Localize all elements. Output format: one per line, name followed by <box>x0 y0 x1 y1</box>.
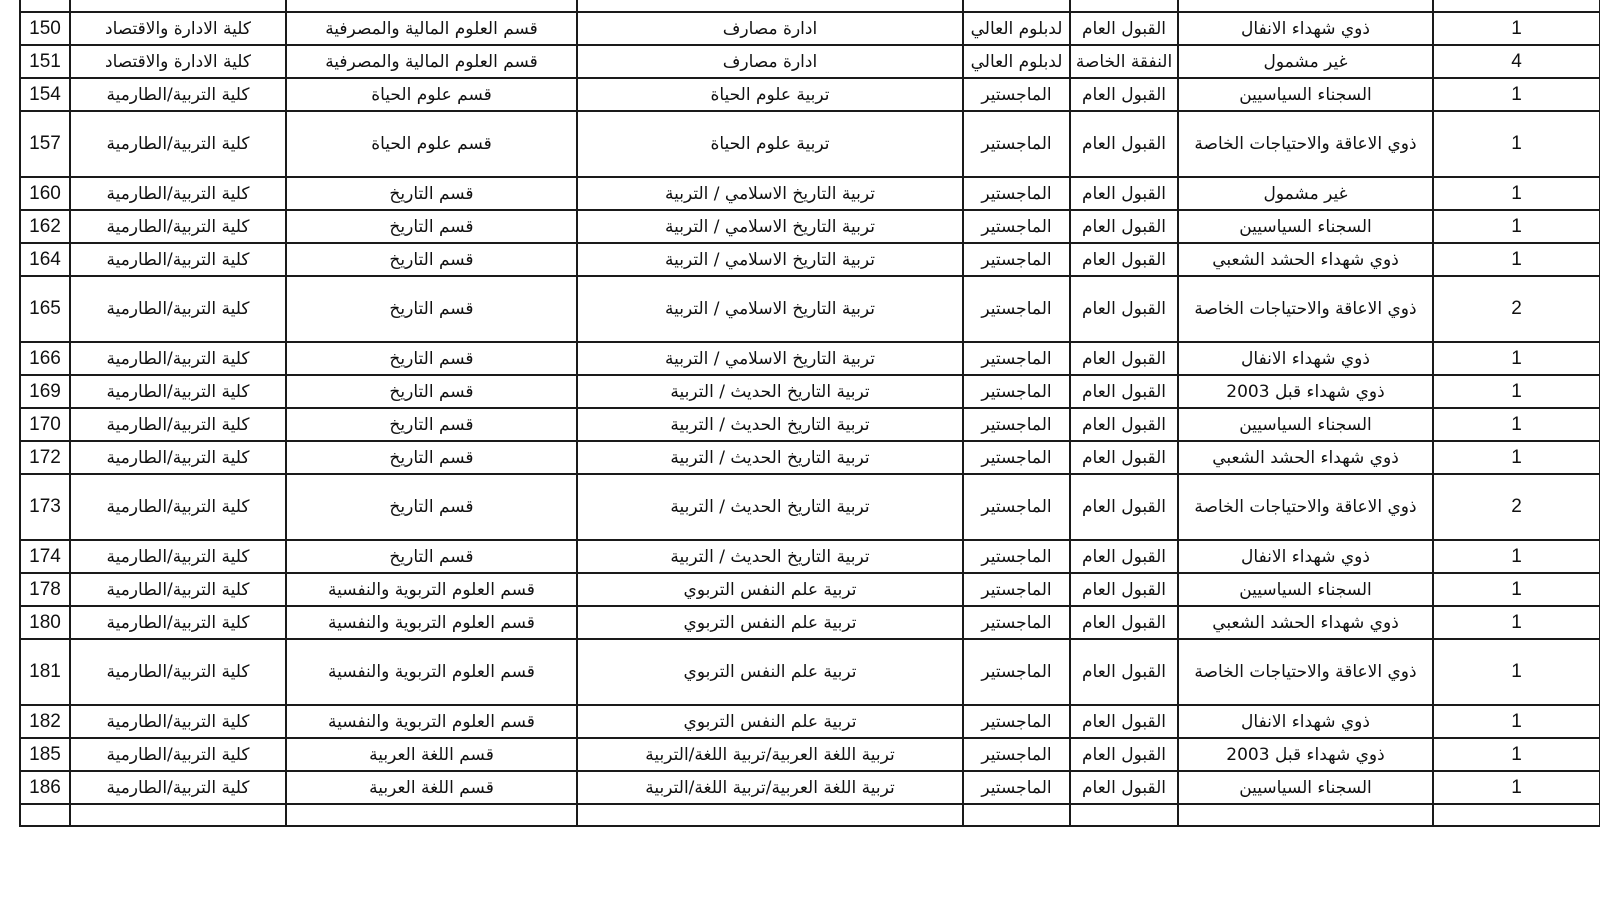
cell-category: ذوي شهداء الانفال <box>1178 705 1433 738</box>
cell-college: كلية التربية/الطارمية <box>70 705 286 738</box>
cell-seats: 4 <box>1433 45 1600 78</box>
cell-college: كلية التربية/الطارمية <box>70 111 286 177</box>
cell-admission-channel: القبول العام <box>1070 639 1178 705</box>
cell-college: كلية التربية/الطارمية <box>70 474 286 540</box>
cell-category: غير مشمول <box>1178 45 1433 78</box>
cell-category: ذوي شهداء الحشد الشعبي <box>1178 243 1433 276</box>
table-row <box>20 771 1600 804</box>
cell-specialization: تربية التاريخ الاسلامي / التربية <box>577 276 963 342</box>
cell-department: قسم التاريخ <box>286 474 577 540</box>
cell-college: كلية التربية/الطارمية <box>70 177 286 210</box>
table-row <box>20 375 1600 408</box>
cell-department: قسم اللغة العربية <box>286 771 577 804</box>
cell-department: قسم التاريخ <box>286 210 577 243</box>
cell-degree: الماجستير <box>963 210 1070 243</box>
cell-category: ذوي شهداء الحشد الشعبي <box>1178 606 1433 639</box>
cell-department: قسم العلوم المالية والمصرفية <box>286 45 577 78</box>
cell-degree: الماجستير <box>963 639 1070 705</box>
cell-department: قسم اللغة العربية <box>286 738 577 771</box>
cell-specialization: تربية علم النفس التربوي <box>577 639 963 705</box>
cell-sequence-number: 170 <box>20 408 70 441</box>
cell-degree: الماجستير <box>963 705 1070 738</box>
cell-sequence-number: 165 <box>20 276 70 342</box>
cell-admission-channel: القبول العام <box>1070 738 1178 771</box>
cell-degree: الماجستير <box>963 738 1070 771</box>
cell-category: ذوي شهداء قبل 2003 <box>1178 738 1433 771</box>
cell-college: كلية التربية/الطارمية <box>70 276 286 342</box>
cell-seats: 1 <box>1433 177 1600 210</box>
cell-specialization: تربية التاريخ الاسلامي / التربية <box>577 210 963 243</box>
cell-specialization: تربية التاريخ الاسلامي / التربية <box>577 342 963 375</box>
table-row <box>20 606 1600 639</box>
cell-sequence-number: 164 <box>20 243 70 276</box>
cell-degree: الماجستير <box>963 111 1070 177</box>
cell-admission-channel: القبول العام <box>1070 243 1178 276</box>
table-row <box>20 573 1600 606</box>
cell-college: كلية التربية/الطارمية <box>70 408 286 441</box>
cell-sequence-number: 182 <box>20 705 70 738</box>
cell-specialization: تربية اللغة العربية/تربية اللغة/التربية <box>577 738 963 771</box>
cell-degree: الماجستير <box>963 441 1070 474</box>
cell-category: ذوي الاعاقة والاحتياجات الخاصة <box>1178 639 1433 705</box>
cell-department: قسم علوم الحياة <box>286 78 577 111</box>
cell-seats: 1 <box>1433 606 1600 639</box>
cell-department: قسم التاريخ <box>286 177 577 210</box>
cell-seats: 2 <box>1433 276 1600 342</box>
cell-degree: الماجستير <box>963 78 1070 111</box>
cell-seats: 1 <box>1433 78 1600 111</box>
cell-seats: 1 <box>1433 639 1600 705</box>
cell-category: السجناء السياسيين <box>1178 78 1433 111</box>
cell-college: كلية التربية/الطارمية <box>70 540 286 573</box>
cell-category: السجناء السياسيين <box>1178 573 1433 606</box>
cell-degree: الماجستير <box>963 342 1070 375</box>
cell-college: كلية التربية/الطارمية <box>70 738 286 771</box>
table-row-partial-top <box>20 0 1600 12</box>
cell-specialization: تربية التاريخ الاسلامي / التربية <box>577 177 963 210</box>
cell-admission-channel: القبول العام <box>1070 177 1178 210</box>
table-row <box>20 78 1600 111</box>
cell-specialization: تربية التاريخ الحديث / التربية <box>577 540 963 573</box>
cell-degree: لدبلوم العالي <box>963 45 1070 78</box>
cell-seats: 1 <box>1433 738 1600 771</box>
cell-category: ذوي الاعاقة والاحتياجات الخاصة <box>1178 111 1433 177</box>
cell-specialization: ادارة مصارف <box>577 45 963 78</box>
cell-seats: 1 <box>1433 243 1600 276</box>
cell-admission-channel: القبول العام <box>1070 771 1178 804</box>
cell-specialization: تربية التاريخ الحديث / التربية <box>577 441 963 474</box>
cell-admission-channel: النفقة الخاصة <box>1070 45 1178 78</box>
cell-college: كلية التربية/الطارمية <box>70 375 286 408</box>
table-row <box>20 639 1600 705</box>
cell-sequence-number: 166 <box>20 342 70 375</box>
cell-degree: الماجستير <box>963 474 1070 540</box>
cell-sequence-number: 174 <box>20 540 70 573</box>
cell-department: قسم التاريخ <box>286 540 577 573</box>
table-row <box>20 210 1600 243</box>
cell-degree: الماجستير <box>963 573 1070 606</box>
table-row <box>20 342 1600 375</box>
cell-admission-channel: القبول العام <box>1070 276 1178 342</box>
cell-college: كلية التربية/الطارمية <box>70 441 286 474</box>
table-row <box>20 441 1600 474</box>
cell-college: كلية الادارة والاقتصاد <box>70 45 286 78</box>
cell-college: كلية التربية/الطارمية <box>70 342 286 375</box>
cell-college: كلية التربية/الطارمية <box>70 78 286 111</box>
cell-category: ذوي الاعاقة والاحتياجات الخاصة <box>1178 474 1433 540</box>
table-body <box>20 0 1600 826</box>
cell-college: كلية التربية/الطارمية <box>70 771 286 804</box>
cell-admission-channel: القبول العام <box>1070 375 1178 408</box>
cell-degree: الماجستير <box>963 540 1070 573</box>
cell-sequence-number: 154 <box>20 78 70 111</box>
cell-degree: الماجستير <box>963 408 1070 441</box>
cell-seats: 1 <box>1433 408 1600 441</box>
cell-department: قسم علوم الحياة <box>286 111 577 177</box>
cell-department: قسم التاريخ <box>286 408 577 441</box>
cell-seats: 1 <box>1433 573 1600 606</box>
cell-admission-channel: القبول العام <box>1070 573 1178 606</box>
cell-degree: الماجستير <box>963 771 1070 804</box>
cell-department: قسم التاريخ <box>286 342 577 375</box>
cell-admission-channel: القبول العام <box>1070 78 1178 111</box>
cell-degree: الماجستير <box>963 243 1070 276</box>
cell-admission-channel: القبول العام <box>1070 210 1178 243</box>
cell-category: السجناء السياسيين <box>1178 771 1433 804</box>
cell-sequence-number: 157 <box>20 111 70 177</box>
cell-admission-channel: القبول العام <box>1070 474 1178 540</box>
cell-sequence-number: 150 <box>20 12 70 45</box>
cell-department: قسم العلوم التربوية والنفسية <box>286 573 577 606</box>
cell-specialization: تربية علم النفس التربوي <box>577 705 963 738</box>
cell-sequence-number: 178 <box>20 573 70 606</box>
cell-specialization: تربية التاريخ الحديث / التربية <box>577 474 963 540</box>
table-row <box>20 474 1600 540</box>
cell-seats: 1 <box>1433 12 1600 45</box>
cell-sequence-number: 186 <box>20 771 70 804</box>
cell-sequence-number: 180 <box>20 606 70 639</box>
cell-seats: 1 <box>1433 705 1600 738</box>
cell-seats: 1 <box>1433 375 1600 408</box>
cell-sequence-number: 162 <box>20 210 70 243</box>
cell-admission-channel: القبول العام <box>1070 342 1178 375</box>
cell-degree: الماجستير <box>963 276 1070 342</box>
table-row <box>20 111 1600 177</box>
cell-category: السجناء السياسيين <box>1178 408 1433 441</box>
cell-degree: الماجستير <box>963 606 1070 639</box>
cell-specialization: تربية التاريخ الحديث / التربية <box>577 375 963 408</box>
cell-admission-channel: القبول العام <box>1070 12 1178 45</box>
cell-category: ذوي الاعاقة والاحتياجات الخاصة <box>1178 276 1433 342</box>
cell-department: قسم التاريخ <box>286 441 577 474</box>
cell-sequence-number: 173 <box>20 474 70 540</box>
cell-sequence-number: 169 <box>20 375 70 408</box>
cell-department: قسم العلوم التربوية والنفسية <box>286 639 577 705</box>
table-row <box>20 12 1600 45</box>
table-row <box>20 408 1600 441</box>
cell-specialization: تربية علم النفس التربوي <box>577 606 963 639</box>
cell-degree: الماجستير <box>963 375 1070 408</box>
cell-admission-channel: القبول العام <box>1070 705 1178 738</box>
cell-department: قسم التاريخ <box>286 276 577 342</box>
cell-department: قسم التاريخ <box>286 375 577 408</box>
cell-sequence-number: 185 <box>20 738 70 771</box>
cell-college: كلية التربية/الطارمية <box>70 210 286 243</box>
cell-sequence-number: 160 <box>20 177 70 210</box>
cell-category: ذوي شهداء الانفال <box>1178 12 1433 45</box>
cell-admission-channel: القبول العام <box>1070 441 1178 474</box>
cell-specialization: تربية اللغة العربية/تربية اللغة/التربية <box>577 771 963 804</box>
cell-admission-channel: القبول العام <box>1070 606 1178 639</box>
cell-college: كلية الادارة والاقتصاد <box>70 12 286 45</box>
cell-seats: 1 <box>1433 111 1600 177</box>
cell-category: ذوي شهداء الانفال <box>1178 342 1433 375</box>
cell-sequence-number: 151 <box>20 45 70 78</box>
cell-specialization: تربية التاريخ الحديث / التربية <box>577 408 963 441</box>
table-row <box>20 177 1600 210</box>
table-row <box>20 243 1600 276</box>
cell-department: قسم التاريخ <box>286 243 577 276</box>
cell-admission-channel: القبول العام <box>1070 111 1178 177</box>
admissions-table <box>19 0 1600 827</box>
cell-admission-channel: القبول العام <box>1070 408 1178 441</box>
table-row <box>20 276 1600 342</box>
table-row-partial-bottom <box>20 804 1600 826</box>
cell-sequence-number: 172 <box>20 441 70 474</box>
cell-department: قسم العلوم التربوية والنفسية <box>286 606 577 639</box>
table-row <box>20 540 1600 573</box>
cell-college: كلية التربية/الطارمية <box>70 243 286 276</box>
cell-college: كلية التربية/الطارمية <box>70 639 286 705</box>
cell-admission-channel: القبول العام <box>1070 540 1178 573</box>
cell-specialization: تربية التاريخ الاسلامي / التربية <box>577 243 963 276</box>
cell-specialization: ادارة مصارف <box>577 12 963 45</box>
cell-seats: 1 <box>1433 540 1600 573</box>
cell-degree: الماجستير <box>963 177 1070 210</box>
cell-college: كلية التربية/الطارمية <box>70 573 286 606</box>
cell-seats: 1 <box>1433 441 1600 474</box>
cell-degree: لدبلوم العالي <box>963 12 1070 45</box>
cell-seats: 1 <box>1433 210 1600 243</box>
table-row <box>20 705 1600 738</box>
table-row <box>20 45 1600 78</box>
cell-seats: 1 <box>1433 342 1600 375</box>
table-row <box>20 738 1600 771</box>
cell-sequence-number: 181 <box>20 639 70 705</box>
cell-seats: 2 <box>1433 474 1600 540</box>
cell-specialization: تربية علم النفس التربوي <box>577 573 963 606</box>
cell-college: كلية التربية/الطارمية <box>70 606 286 639</box>
cell-department: قسم العلوم المالية والمصرفية <box>286 12 577 45</box>
cell-category: غير مشمول <box>1178 177 1433 210</box>
cell-category: السجناء السياسيين <box>1178 210 1433 243</box>
cell-specialization: تربية علوم الحياة <box>577 111 963 177</box>
cell-category: ذوي شهداء الانفال <box>1178 540 1433 573</box>
cell-department: قسم العلوم التربوية والنفسية <box>286 705 577 738</box>
cell-seats: 1 <box>1433 771 1600 804</box>
cell-category: ذوي شهداء الحشد الشعبي <box>1178 441 1433 474</box>
cell-specialization: تربية علوم الحياة <box>577 78 963 111</box>
cell-category: ذوي شهداء قبل 2003 <box>1178 375 1433 408</box>
